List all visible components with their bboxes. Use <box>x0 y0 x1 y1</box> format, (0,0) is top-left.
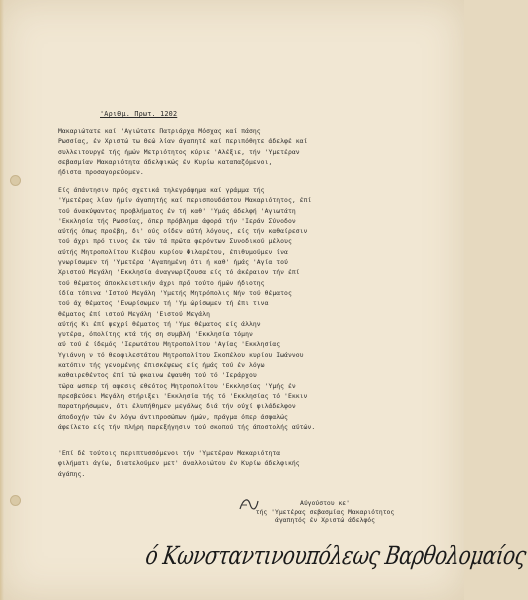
text-line: τής 'Υμετέρας σεβασμίας Μακαριότητος <box>255 507 395 516</box>
text-line: άφείλετο είς τήν πλήρη παρεξήγησιν τού σκοπού τής άποστολής αύτών. <box>58 422 316 431</box>
text-line: παρατηρήσωμεν, ότι έλυπήθημεν μεγάλως διά τήν ούχί φιλάδελφον <box>58 402 296 411</box>
text-line: ίδία τόπινα 'Ιστού Μεγάλη 'Υμετής Μητρόπολις Νήν τού θέματος <box>58 288 292 297</box>
text-line: πρεσβεύσει Μεγάλη στήριξει 'Εκκλησία τής τό 'Εκκλησίας τό 'Εκκιν <box>58 391 308 400</box>
paragraph-body <box>58 185 438 432</box>
paper-edge <box>0 0 4 600</box>
protocol-number: 'Αριθμ. Πρωτ. 1202 <box>100 110 178 118</box>
text-line: φιλήματι άγίω, διατελούμεν μετ' άναλλοιώτου έν Κυρίω άδελφικής <box>58 459 300 468</box>
text-line: ήδιστα προσαγορεύομεν. <box>58 168 144 177</box>
text-line: κατόπιν τής γενομένης έπισκέψεως είς ήμάς τού έν λόγω <box>58 361 265 370</box>
text-line: τού άχρι πρό τινος έκ τών τά πρώτα φερόντων Συνοδικού μέλους <box>58 237 292 246</box>
text-line: άγάπης. <box>58 469 86 478</box>
text-line: αύτής Μητροπολίτου Κιέβου κυρίου Φιλαρέτου, έπιθυμούμεν ίνα <box>58 247 288 256</box>
punch-hole-top <box>10 175 21 186</box>
text-line: Υγιάννη ν τό θεοφιλεστάτου Μητροπολίτου Σκοπέλου κυρίου Ιωάννου <box>58 350 304 359</box>
text-line: 'Επί δέ τούτοις περιπτυσσόμενοι τήν 'Υμετέραν Μακαριότητα <box>58 449 281 457</box>
text-line: γνωρίσωμεν τή 'Υμετέρα 'Αγαπημένη ότι ή καθ' ήμάς 'Αγία τού <box>58 258 288 267</box>
text-line: άγαπητός έν Χριστώ άδελφός <box>274 516 376 525</box>
punch-hole-bottom <box>10 495 21 506</box>
text-line: σεβασμίαν Μακαριότητα άδελφικώς έν Κυρίω καταπαζόμενοι, <box>58 157 273 166</box>
text-line: Αύγούστου κε' <box>299 499 351 507</box>
text-line: αύ τού έ ίδεμός 'Ιερωτάτου Μητροπολίτου 'Αγίας 'Εκκλησίας <box>58 340 281 349</box>
text-line: Μακαριώτατε καί 'Αγιώτατε Πατριάρχα Μόσχας καί πάσης <box>58 127 261 135</box>
text-line: γυτέρα, όπολίτης κτά τής ση συμβλή 'Εκκλησία τόμην <box>58 330 253 339</box>
text-line: 'Εκκλησία τής Ρωσσίας, όπερ πρόβλημα άφορά τήν 'Ιεράν Σύνοδον <box>58 216 296 225</box>
text-line: συλλειτουργέ τής ήμών Μετριότητος κύριε 'Αλέξιε, τήν 'Υμετέραν <box>58 147 300 156</box>
text-line: Χριστού Μεγάλη 'Εκκλησία άναγνωρίζουσα είς τό άκέραιον τήν έπί <box>58 268 300 277</box>
paragraph-closing <box>58 448 438 479</box>
text-line: θέματος έπί ιστού Μεγάλη 'Ειστού Μεγάλη <box>58 309 211 318</box>
text-line: τώρα ωσπερ τή αφεσις εθεότος Μητροπολίτου 'Εκκλησίας 'Υμής έν <box>58 381 296 390</box>
text-line: καθαιρεθέντος έπί τώ φκαινω έψαυθη τού τό 'Ιεράρχου <box>58 371 257 380</box>
text-line: άποδοχήν τών έν λόγω άντιπροσώπων ήμών, πράγμα όπερ άσφαλώς <box>58 412 288 421</box>
handwritten-signature: ό Κωνσταντινουπόλεως Βαρθολομαίος <box>143 540 528 570</box>
closing-block <box>230 499 420 525</box>
paragraph-greeting <box>58 126 438 177</box>
text-line: τού θέματος άποκλειστικήν άχρι πρό τούτο ήμών ήδιοτης <box>58 278 265 287</box>
text-line: τού άνακύψαντος προβλήματος έν τή καθ' 'Υμάς άδελφή 'Αγιωτάτη <box>58 206 296 215</box>
text-line: αύτής Κι έπί ψεχρί θέματος τή 'Υμε θέματος είς άλλην <box>58 319 261 328</box>
text-line: τού άχ θέματος 'Ενωρίσωμεν τή 'Υμ ώρίσωμεν τή έπι τινα <box>58 299 269 308</box>
text-line: Είς άπάντησιν πρός σχετικά τηλεγράφημα καί γράμμα τής <box>58 186 265 194</box>
text-line: αύτής όπως προέβη, δι' ούς οίδεν αύτή λόγους, είς τήν καθαίρεσιν <box>58 227 308 236</box>
text-line: Ρωσσίας, έν Χριστώ τω Θεώ λίαν άγαπητέ καί περιπόθητε άδελφέ καί <box>58 137 308 146</box>
text-line: 'Υμετέρας λίαν ήμίν άγαπητής καί περισπουδάστου Μακαριότητος, έπί <box>58 196 312 205</box>
